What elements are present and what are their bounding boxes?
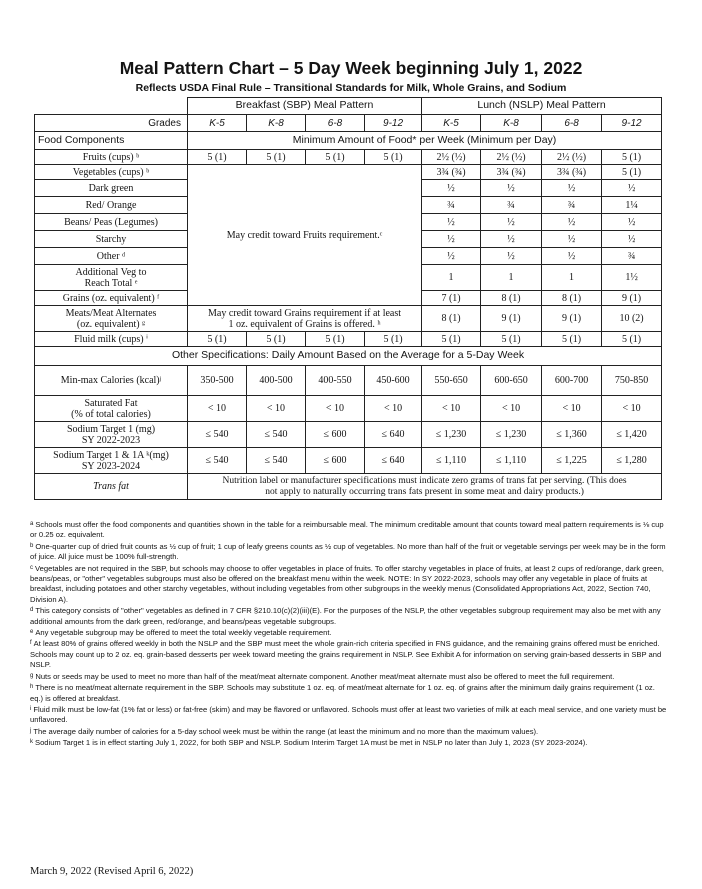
footnote-text: Any vegetable subgroup may be offered to meet the total weekly vegetable requirement. [35, 628, 332, 638]
footnote-mark: h [30, 684, 34, 691]
row-label [35, 265, 188, 291]
footnote [30, 605, 670, 627]
table-cell: 1½ [602, 265, 662, 291]
row-label: Beans/ Peas (Legumes) [35, 214, 188, 231]
table-cell: ≤ 540 [188, 422, 247, 448]
footnote-mark: c [30, 564, 33, 571]
table-cell: ½ [542, 214, 602, 231]
table-cell: < 10 [602, 396, 662, 422]
table-cell: 400-500 [247, 366, 306, 396]
milk-row [35, 332, 662, 347]
sodium-target1a-row [35, 448, 662, 474]
table-cell: ≤ 600 [306, 422, 365, 448]
other-specs-heading: Other Specifications: Daily Amount Based on the Average for a 5-Day Week [35, 347, 662, 366]
grades-label: Grades [35, 115, 188, 132]
table-cell: ≤ 1,225 [542, 448, 602, 474]
table-cell: ¾ [422, 197, 481, 214]
grade-cell: K-5 [422, 115, 481, 132]
footnote-text: The average daily number of calories for a 5-day school week must be within the range (at least the minimum and no more than the maximum values). [33, 726, 539, 736]
footnote-mark: d [30, 607, 34, 614]
footnote [30, 519, 670, 541]
table-cell: ½ [481, 248, 542, 265]
footnote [30, 627, 670, 638]
table-cell: ½ [422, 248, 481, 265]
footnote [30, 704, 670, 726]
table-cell: < 10 [188, 396, 247, 422]
table-cell: 9 (1) [602, 291, 662, 306]
table-cell: 5 (1) [306, 150, 365, 165]
table-cell: ≤ 1,110 [481, 448, 542, 474]
row-label-line: Saturated Fat [84, 397, 138, 409]
grade-cell: K-8 [481, 115, 542, 132]
row-label-line: Reach Total ᵉ [84, 277, 138, 289]
row-label: Starchy [35, 231, 188, 248]
footnote-mark: b [30, 542, 34, 549]
footnote-mark: e [30, 629, 34, 636]
row-label-line: SY 2022-2023 [81, 434, 141, 446]
calories-row [35, 366, 662, 396]
table-cell: 350-500 [188, 366, 247, 396]
table-cell: ½ [602, 231, 662, 248]
footnote [30, 541, 670, 563]
meal-pattern-table [34, 97, 662, 500]
saturated-fat-row [35, 396, 662, 422]
food-components-label: Food Components [35, 132, 188, 150]
table-cell: ≤ 540 [188, 448, 247, 474]
row-label: Vegetables (cups) ᵇ [35, 165, 188, 180]
footnote-text: There is no meat/meat alternate requirement in the SBP. Schools may substitute 1 oz. eq. of meat/meat alternate for 1 oz. eq. of grains after the minimum daily grains requirement (1 oz. eq.) is offered at breakfast. [30, 683, 655, 703]
table-cell: 5 (1) [602, 332, 662, 347]
row-label: Dark green [35, 180, 188, 197]
row-label-line: Sodium Target 1 (mg) [66, 423, 156, 435]
footnote-mark: a [30, 521, 34, 527]
page-subtitle: Reflects USDA Final Rule – Transitional Standards for Milk, Whole Grains, and Sodium [135, 82, 567, 94]
footnote-text: One-quarter cup of dried fruit counts as ½ cup of fruit; 1 cup of leafy greens counts as ½ cup of vegetables. No more than half of the fruit or vegetable servings per week may be in the form of juice. All juice must be 100% full-strength. [30, 541, 666, 562]
row-label: Fruits (cups) ᵇ [35, 150, 188, 165]
row-label-line: (% of total calories) [71, 408, 151, 420]
table-cell: ≤ 1,110 [422, 448, 481, 474]
table-cell: ½ [481, 231, 542, 248]
table-cell: ¾ [481, 197, 542, 214]
table-cell: ≤ 1,420 [602, 422, 662, 448]
trans-fat-note [188, 474, 662, 500]
table-cell: ≤ 540 [247, 448, 306, 474]
table-cell: 5 (1) [542, 332, 602, 347]
grade-cell: 6-8 [542, 115, 602, 132]
row-label-line: SY 2023-2024 [81, 460, 141, 472]
table-cell: ½ [422, 231, 481, 248]
sodium-target1-row [35, 422, 662, 448]
table-cell: 8 (1) [542, 291, 602, 306]
food-components-row [35, 132, 662, 150]
table-cell: ≤ 540 [247, 422, 306, 448]
table-cell: ≤ 1,360 [542, 422, 602, 448]
table-cell: < 10 [365, 396, 422, 422]
table-cell: ½ [422, 214, 481, 231]
footnote-text: Fluid milk must be low-fat (1% fat or less) or fat-free (skim) and may be flavored or unflavored. Schools must offer at least two varieties of milk at each meal service, and one variety must be unflavored. [30, 704, 667, 725]
footnote-mark: g [30, 672, 34, 679]
table-cell: ≤ 1,230 [422, 422, 481, 448]
row-label-line: Sodium Target 1 & 1A ᵏ(mg) [53, 449, 169, 461]
table-cell: ½ [602, 214, 662, 231]
footnote [30, 563, 670, 606]
note-line: Nutrition label or manufacturer specifications must indicate zero grams of trans fat per serving. (This does [222, 475, 627, 486]
revision-date: March 9, 2022 (Revised April 6, 2022) [30, 866, 194, 877]
page-title: Meal Pattern Chart – 5 Day Week beginning July 1, 2022 [119, 58, 583, 78]
table-cell: 2½ (½) [481, 150, 542, 165]
table-cell: 10 (2) [602, 306, 662, 332]
table-cell: ½ [602, 180, 662, 197]
table-cell: < 10 [422, 396, 481, 422]
table-cell: 1 [542, 265, 602, 291]
grade-cell: 9-12 [365, 115, 422, 132]
header-blank [35, 98, 188, 115]
table-cell: 8 (1) [481, 291, 542, 306]
table-cell: ¾ [602, 248, 662, 265]
table-cell: ≤ 1,280 [602, 448, 662, 474]
table-cell: ≤ 640 [365, 422, 422, 448]
footnotes [30, 519, 670, 749]
row-label [35, 396, 188, 422]
footnote [30, 671, 670, 682]
grade-cell: 9-12 [602, 115, 662, 132]
footnote-mark: i [30, 705, 32, 712]
meat-breakfast-note [188, 306, 422, 332]
row-label-line: Additional Veg to [75, 266, 147, 278]
row-label: Red/ Orange [35, 197, 188, 214]
lunch-header: Lunch (NSLP) Meal Pattern [422, 98, 662, 115]
row-label: Fluid milk (cups) ⁱ [35, 332, 188, 347]
table-cell: 5 (1) [481, 332, 542, 347]
table-cell: ≤ 1,230 [481, 422, 542, 448]
footnote [30, 682, 670, 704]
row-label-line: Meats/Meat Alternates [65, 307, 157, 319]
table-cell: 3¾ (¾) [422, 165, 481, 180]
table-cell: 5 (1) [247, 150, 306, 165]
table-cell: 3¾ (¾) [481, 165, 542, 180]
table-cell: ½ [542, 231, 602, 248]
row-label: Grains (oz. equivalent) ᶠ [35, 291, 188, 306]
table-cell: < 10 [542, 396, 602, 422]
vegetables-row [35, 165, 662, 180]
footnote-mark: k [30, 739, 33, 746]
trans-fat-row [35, 474, 662, 500]
table-cell: ½ [481, 180, 542, 197]
row-label [35, 422, 188, 448]
table-cell: 550-650 [422, 366, 481, 396]
table-cell: 5 (1) [365, 150, 422, 165]
fruits-row [35, 150, 662, 165]
note-line: 1 oz. equivalent of Grains is offered. ʰ [228, 318, 381, 330]
table-cell: 5 (1) [306, 332, 365, 347]
table-cell: 5 (1) [422, 332, 481, 347]
table-cell: 2½ (½) [542, 150, 602, 165]
table-cell: 5 (1) [602, 150, 662, 165]
footnote-text: Nuts or seeds may be used to meet no more than half of the meat/meat alternate component. Another meat/meat alternate must also be offered to meet the full requirement. [35, 671, 615, 681]
footnote-text: Vegetables are not required in the SBP, but schools may choose to offer vegetables in place of fruits. To offer starchy vegetables in place of fruits, at least 2 cups of red/orange, dark green, beans/peas, or "other" vegetables subgroups must also be offered on the breakfast menu within the week. NOTE: In SY 2022-2023, schools may offer any vegetable in place of fruits at breakfast, including potatoes and other starchy vegetables, without including vegetables from other subgroups in the weekly menus (Consolidated Appropriations Act, 2022, Section 740, Division A). [30, 563, 664, 604]
grade-cell: 6-8 [306, 115, 365, 132]
footnote [30, 726, 670, 737]
row-label-line: (oz. equivalent) ᵍ [76, 318, 146, 330]
table-cell: 600-700 [542, 366, 602, 396]
note-line: not apply to naturally occurring trans fats present in some meat and dairy products.) [265, 486, 584, 497]
row-label [35, 448, 188, 474]
table-cell: 750-850 [602, 366, 662, 396]
footnote-mark: j [30, 727, 32, 734]
table-cell: 9 (1) [481, 306, 542, 332]
minimum-amount-heading: Minimum Amount of Food* per Week (Minimum per Day) [188, 132, 662, 150]
table-cell: 7 (1) [422, 291, 481, 306]
table-cell: 5 (1) [188, 150, 247, 165]
footnote [30, 638, 670, 670]
table-cell: 5 (1) [188, 332, 247, 347]
table-cell: ½ [481, 214, 542, 231]
footnote-text: At least 80% of grains offered weekly in both the NSLP and the SBP must meet the whole grain-rich criteria specified in FNS guidance, and the remaining grains offered must be enriched. Schools may count up to 2 oz. eq. grain-based desserts per week toward meeting the grains requirement in NSLP. See Exhibit A for information on serving grain-based desserts in SBP and NSLP. [30, 639, 662, 670]
table-cell: 2½ (½) [422, 150, 481, 165]
table-cell: ½ [542, 248, 602, 265]
meat-row [35, 306, 662, 332]
table-cell: 1 [481, 265, 542, 291]
grade-cell: K-8 [247, 115, 306, 132]
meal-pattern-header-row [35, 98, 662, 115]
table-cell: 450-600 [365, 366, 422, 396]
row-label [35, 306, 188, 332]
grade-cell: K-5 [188, 115, 247, 132]
table-cell: < 10 [481, 396, 542, 422]
row-label: Min-max Calories (kcal)ʲ [35, 366, 188, 396]
footnote-text: This category consists of "other" vegetables as defined in 7 CFR §210.10(c)(2)(iii)(E). For the purposes of the NSLP, the other vegetables subgroup requirement may also be met with any additional amounts from the dark green, red/orange, and beans/peas vegetable subgroups. [30, 606, 661, 626]
breakfast-header: Breakfast (SBP) Meal Pattern [188, 98, 422, 115]
footnote-text: Sodium Target 1 is in effect starting July 1, 2022, for both SBP and NSLP. Sodium Interim Target 1A must be met in NSLP no later than July 1, 2023 (SY 2023-2024). [35, 738, 588, 748]
table-cell: < 10 [306, 396, 365, 422]
footnote-mark: f [30, 640, 32, 647]
row-label: Trans fat [35, 474, 188, 500]
veg-breakfast-note: May credit toward Fruits requirement.ᶜ [188, 165, 422, 306]
table-cell: 1¼ [602, 197, 662, 214]
table-cell: 400-550 [306, 366, 365, 396]
table-cell: 3¾ (¾) [542, 165, 602, 180]
table-cell: ≤ 600 [306, 448, 365, 474]
row-label: Other ᵈ [35, 248, 188, 265]
other-specs-heading-row [35, 347, 662, 366]
table-cell: 1 [422, 265, 481, 291]
footnote-text: Schools must offer the food components and quantities shown in the table for a reimbursable meal. The minimum creditable amount that counts toward meal pattern requirements is ⅛ cup or 0.25 oz. equivalent. [30, 520, 664, 540]
table-cell: < 10 [247, 396, 306, 422]
table-cell: ½ [422, 180, 481, 197]
table-cell: 8 (1) [422, 306, 481, 332]
footnote [30, 737, 670, 748]
table-cell: ½ [542, 180, 602, 197]
table-cell: 5 (1) [365, 332, 422, 347]
table-cell: 5 (1) [602, 165, 662, 180]
table-cell: 600-650 [481, 366, 542, 396]
note-line: May credit toward Grains requirement if at least [208, 307, 402, 319]
table-cell: ¾ [542, 197, 602, 214]
table-cell: ≤ 640 [365, 448, 422, 474]
table-cell: 9 (1) [542, 306, 602, 332]
grades-row [35, 115, 662, 132]
table-cell: 5 (1) [247, 332, 306, 347]
